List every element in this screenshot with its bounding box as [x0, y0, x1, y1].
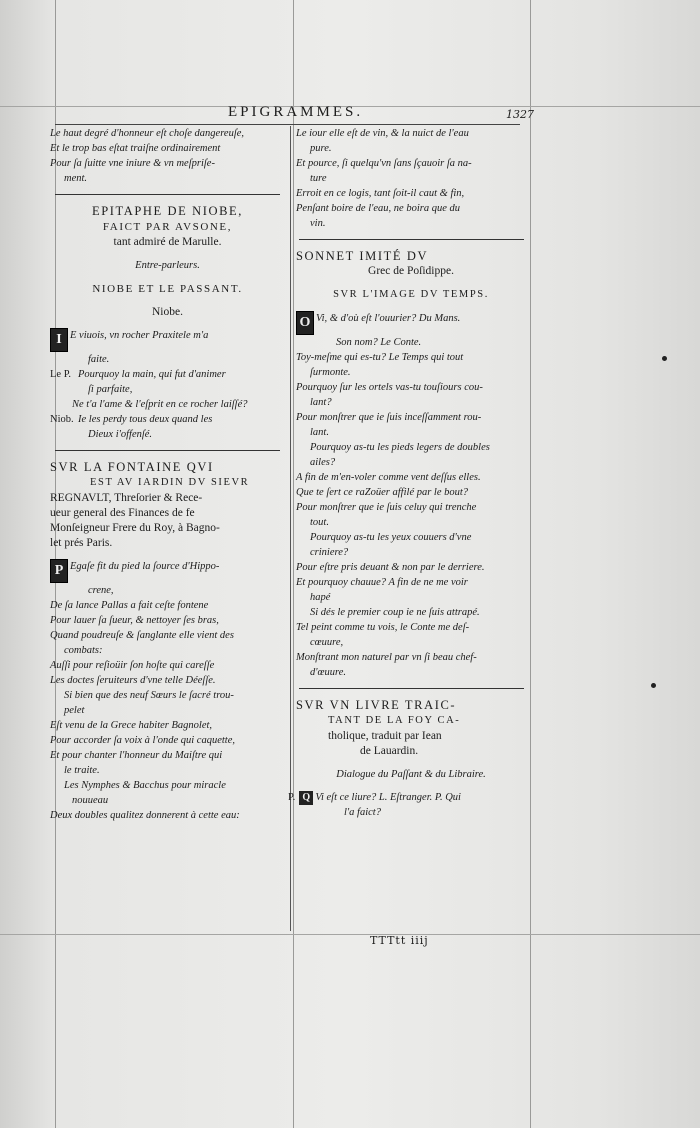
verse-line: Pour eſtre pris deuant & non par le derriere. — [296, 562, 485, 573]
verse-line: Et le trop bas eſtat traiſne ordinairement — [50, 143, 221, 154]
verse-line: Toy-meſme qui es-tu? Le Temps qui tout — [296, 352, 464, 363]
drop-cap: O — [296, 311, 314, 335]
verse-line: Les doctes ſeruiteurs d'vne telle Déeſſe. — [50, 675, 216, 686]
verse-line: Deux doubles qualitez donnerent à cette eau: — [50, 810, 240, 821]
verse-line: Et pourquoy chauue? A fin de ne me voir — [296, 577, 468, 588]
section-title: tholique, traduit par Iean — [328, 730, 442, 742]
right-column — [288, 126, 526, 820]
speaker-label: Niob. — [50, 414, 74, 425]
verse-line: Le iour elle eſt de vin, & la nuict de l'eau — [296, 128, 469, 139]
subtitle: SVR L'IMAGE DV TEMPS. — [333, 289, 489, 300]
ink-spot — [651, 683, 656, 688]
section-title: REGNAVLT, Threſorier & Rece- — [50, 492, 203, 504]
running-title: EPIGRAMMES. — [228, 104, 364, 120]
verse-line: nouueau — [72, 795, 109, 806]
section-title: SVR LA FONTAINE QVI — [50, 460, 214, 474]
speaker-label: P. — [288, 792, 296, 803]
verse-line: Les Nymphes & Bacchus pour miracle — [64, 780, 226, 791]
section-title: tant admiré de Marulle. — [113, 236, 222, 248]
verse-line: Penſant boire de l'eau, ne boira que du — [296, 203, 460, 214]
section-title: Grec de Poſidippe. — [368, 265, 454, 277]
verse-line: Si bien que des neuf Sœurs le ſacré trou- — [64, 690, 234, 701]
section-rule — [55, 194, 280, 195]
section-title: EPITAPHE DE NIOBE, — [91, 204, 244, 218]
verse-line: tout. — [310, 517, 329, 528]
ink-spot — [662, 356, 667, 361]
verse-line: crene, — [88, 585, 114, 596]
section-rule — [299, 239, 524, 240]
section-title: let prés Paris. — [50, 537, 113, 549]
verse-line: Tel peint comme tu vois, le Conte me deſ- — [296, 622, 470, 633]
verse-line: d'œuure. — [310, 667, 346, 678]
speaker-label: Le P. — [50, 369, 71, 380]
verse-line: le traite. — [64, 765, 100, 776]
verse-line: pelet — [64, 705, 85, 716]
section-title: ueur general des Finances de fe — [50, 507, 195, 519]
scan-guide-line — [0, 934, 700, 935]
verse-line: Ne t'a l'ame & l'eſprit en ce rocher laiſſé? — [72, 399, 248, 410]
verse-line: Vi, & d'où eſt l'ouurier? Du Mans. — [316, 313, 461, 324]
verse-line: Dieux i'offenſé. — [88, 429, 153, 440]
page-number: 1327 — [506, 108, 534, 121]
verse-line: Et pource, ſi quelqu'vn ſans ſçauoir ſa na- — [296, 158, 472, 169]
verse-line: Pour accorder ſa voix à l'onde qui caquette, — [50, 735, 235, 746]
verse-line: Pourquoy la main, qui fut d'animer — [78, 369, 226, 380]
drop-cap: Q — [299, 791, 313, 805]
drop-cap: P — [50, 559, 68, 583]
verse-line: Pour ſa ſuitte vne iniure & vn meſpriſe- — [50, 158, 215, 169]
speaker-heading: Niobe. — [152, 306, 183, 318]
verse-line: Erroit en ce logis, tant ſoit-il caut & fin, — [296, 188, 465, 199]
column-divider — [290, 126, 291, 931]
verse-line: A fin de m'en-voler comme vent deſſus elles. — [296, 472, 481, 483]
verse-line: cœuure, — [310, 637, 344, 648]
section-title: TANT DE LA FOY CA- — [328, 715, 461, 726]
verse-line: Quand poudreuſe & ſanglante elle vient des — [50, 630, 234, 641]
verse-line: De ſa lance Pallas a fait ceſte fontene — [50, 600, 209, 611]
verse-line: Et pour chanter l'honneur du Maiſtre qui — [50, 750, 223, 761]
scan-guide-line — [530, 0, 531, 1128]
drop-cap: I — [50, 328, 68, 352]
section-title: EST AV IARDIN DV SIEVR — [90, 477, 250, 488]
speakers-heading: NIOBE ET LE PASSANT. — [92, 283, 243, 295]
section-title: Monſeigneur Frere du Roy, à Bagno- — [50, 522, 220, 534]
verse-line: Eſt venu de la Grece habiter Bagnolet, — [50, 720, 213, 731]
signature-mark: TTTtt iiij — [370, 934, 429, 947]
verse-line: combats: — [64, 645, 103, 656]
verse-line: Pour monſtrer que ie ſuis celuy qui trenche — [296, 502, 477, 513]
section-rule — [299, 688, 524, 689]
verse-line: ſi parfaite, — [88, 384, 133, 395]
verse-line: Pourquoy ſur les ortels vas-tu touſiours cou- — [296, 382, 483, 393]
verse-line: Pour lauer ſa ſueur, & nettoyer ſes bras, — [50, 615, 219, 626]
verse-line: lant. — [310, 427, 329, 438]
verse-line: Vi eſt ce liure? L. Eſtranger. P. Qui — [315, 792, 461, 803]
verse-line: criniere? — [310, 547, 349, 558]
header-rule — [55, 124, 520, 125]
section-title: SONNET IMITÉ DV — [296, 249, 429, 263]
section-title: FAICT PAR AVSONE, — [102, 221, 233, 233]
verse-line: Que te ſert ce raZoüer affilé par le bout? — [296, 487, 469, 498]
verse-line: ailes? — [310, 457, 336, 468]
verse-line: Auſſi pour reſioüir ſon hoſte qui careſſe — [50, 660, 215, 671]
verse-line: Si dés le premier coup ie ne ſuis attrapé. — [310, 607, 480, 618]
section-rule — [55, 450, 280, 451]
verse-line: Egaſe fit du pied la ſource d'Hippo- — [70, 561, 220, 572]
verse-line: ſurmonte. — [310, 367, 351, 378]
verse-line: ment. — [64, 173, 88, 184]
verse-line: ture — [310, 173, 327, 184]
verse-line: Son nom? Le Conte. — [336, 337, 422, 348]
verse-line: faite. — [88, 354, 110, 365]
verse-line: Monſtrant mon naturel par vn ſi beau chef- — [296, 652, 477, 663]
subtitle: Dialogue du Paſſant & du Libraire. — [336, 769, 486, 780]
subtitle: Entre-parleurs. — [135, 260, 200, 271]
verse-line: hapé — [310, 592, 331, 603]
verse-line: vin. — [310, 218, 326, 229]
verse-line: Pourquoy as-tu les yeux couuers d'vne — [310, 532, 472, 543]
left-column — [50, 126, 285, 823]
verse-line: Le haut degré d'honneur eſt choſe dangereuſe, — [50, 128, 245, 139]
verse-line: Pourquoy as-tu les pieds legers de doubles — [310, 442, 490, 453]
section-title: de Lauardin. — [360, 745, 419, 757]
section-title: SVR VN LIVRE TRAIC- — [296, 698, 457, 712]
verse-line: Ie les perdy tous deux quand les — [78, 414, 213, 425]
verse-line: pure. — [310, 143, 332, 154]
verse-line: l'a faict? — [344, 807, 381, 818]
scan-guide-line — [293, 0, 294, 1128]
verse-line: lant? — [310, 397, 332, 408]
verse-line: Pour monſtrer que ie ſuis inceſſamment rou- — [296, 412, 482, 423]
verse-line: E viuois, vn rocher Praxitele m'a — [70, 330, 209, 341]
